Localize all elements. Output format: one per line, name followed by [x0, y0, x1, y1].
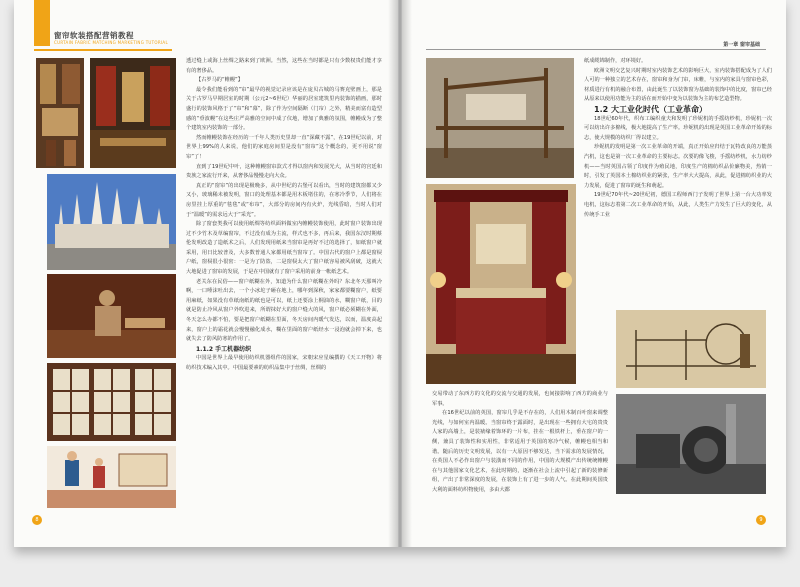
paragraph: 除了窗套类我可以使用纸绸等纺织面料做室内帷幔装饰使用，此时窗户装饰出现过不少竹木及草编窗帘，不过没有成为主流，样式也不多，再后来，我国东汉时期蔡伦发明改造了造纸术之后，人们发现用纸来当窗帘是再好不过的选择了，如纸窗户就采用，用日比较普及，大多数普通人家都用纸当窗帘了。中国古代的窗户上都是窗棂户纸，窗棂很小很密：一是为了防盗，二是窗棂太大了窗户纸容易被风刮破，这就大大地促进了窗帘的发展，于是在中国就有了窗户采用的前身一帐纸艺术。 [186, 221, 382, 276]
right-body-text-bottom [432, 390, 608, 508]
chapter-header: 第一章 窗帘基础 [723, 42, 760, 48]
page-number-right: 9 [756, 515, 766, 525]
industrial-spinning-engraving [616, 310, 766, 388]
paragraph: 交易带动了东西方的文化的交流与交通的发展，也间接影响了西方的商业与军事。 [432, 391, 608, 407]
subheading-roman-drapery: 【古罗马的“帷幔”】 [196, 77, 243, 84]
ancient-weaving-figure-photo [47, 274, 176, 358]
paragraph: 欧洲文明交艺复兴时期时室内装饰艺术的影响巨大，室内装饰搭配成为了人们人可的一种独立的艺术存在，窗帘和身为门帘，床帷，与室内的家具与窗帘色彩，材质进行有机的融合布置，由此诞生了以装饰窗为基础的装饰中的比度，窗帘已经从原来以使用功能为主的话在而开始中变为以装饰为主的布艺造型物。 [584, 67, 772, 103]
folk-illustration [47, 446, 176, 508]
wooden-loom-photo [426, 58, 574, 178]
paragraph: 真正的“窗帘”的出现是极晚多，从中世纪的古堡可以看出，当时的建筑窗都又少又小，玻璃稀未被发明，窗口的处理基本都是用木板堵住的，在寒冷季节，人们将在房里挂上厚重的“毯毯”或“布帘”，大部分的房间内有火炉，光线昏暗，当时人们对于“温暖”的需求远大于“采光”。 [186, 182, 382, 218]
book-spread [14, 0, 786, 547]
paragraph: 18世纪60年代，织布工编织童夫和发明了珍妮机的手摇纺纱机，珍妮机一次可以纺出许多棉线，极大地提高了生产率。珍妮机的出现是英国工业革命开始的标志，使大规模的纺织厂得以建立。 [584, 115, 772, 141]
paragraph: 直到了19世纪中叶，这种帷幔窗帘款式才得以窗内和发展光大，从当时的宫廷和贵族之家流行开来，从奢侈品慢慢走向大众。 [186, 163, 382, 180]
book-gutter-shadow [388, 0, 412, 547]
milan-cathedral-photo [47, 174, 176, 270]
paragraph: 然而帷幔装饰在经历的一千年人类历史里却一直“深藏不露”，在19世纪以前，对世界上99%的人来说，他们的家庭房间里是没有“窗帘”这个概念的，更不用说“窗帘”了！ [186, 134, 382, 160]
header-title: 窗帘软装搭配营销教程 [54, 31, 134, 40]
section-heading-1-1-2: 1.1.2 手工机器纺织 [196, 345, 252, 353]
page-number-left: 8 [32, 515, 42, 525]
header-rule [34, 49, 172, 51]
factory-dynamo-photo [616, 394, 766, 494]
right-page [402, 0, 786, 547]
paragraph: 老关东在民俗——窗户纸糊在外，知道为什么窗户纸糊在外吗？东北冬天那叫冷啊，一口唾沫吐出去，一个小冰坨子砸在地上，哪年到深秋，家家都要糊窗户，纸要用麻纸，如果没有草纸南纸的纸也是可以，纸上还要涂上桐油的水，糊窗户纸，目的就是防止冷风从窗户外吹进来，所谓抹好大的窗户缝大的风，窗户纸必须糊在外面，冬天怎么办都不怕，要是把窗户纸糊在里面，冬天房间内暖气发达，以而，温度高起来，窗户上的霜花就会慢慢融化成水，糊在里面的窗户纸经水一浸泡就会掉下来，也就失去了防风防寒的作用了。 [186, 278, 382, 343]
paragraph: 珍妮机的发明是第一次工业革命的开端，真正开始应归结于瓦特改良的万能蒸汽机，这也是第一次工业革命的主要标志。次要的像飞梭，手摇纺纱机，水力纺纱机——当时英国占领了印度作为殖民地，印度生产的棉纺织品价廉物美，热销一时，引发了英国本土棉纺织业的紧张，生产率大大提高，从此，促进棉纺织业的大力发展，促进了窗帘的诞生和萌起。 [584, 144, 772, 189]
canopy-bed-photo [426, 184, 576, 384]
palace-room-photo [90, 58, 176, 168]
left-body-text [186, 57, 382, 497]
right-body-text-top [584, 57, 772, 307]
paragraph: 最令我们能看到的“帘”最早的视觉记录应该是在庞贝古城的马赛克壁画上，那是关于古罗马早期居室的时期（公元2~6世纪）华丽的居室建筑里内装饰的描画，那时盛行的装饰风格于了“帘”和“幕”，除了作为空间隔断（门帘）之外，精美而富有造型感的“垂波幔”在这些庄严高雅的空间中成了仪地，增加了典雅的氛围，帷幔成为了整个建筑室内装饰的一部分。 [186, 86, 382, 132]
header-rule [426, 49, 766, 50]
paragraph: 透过缝上或海上丝绸之路来到了欧洲。当然，这些在当时都是只有少数权贵们能才享有的奢侈品。 [186, 58, 382, 74]
lattice-window-photo [47, 363, 176, 441]
left-page [14, 0, 398, 547]
paragraph: 中国是世界上最早使用纺织机器组件的国家，宋朝宋应星编撰的《天工开物》将纺织技术编入其中。中国最要素的纺织品集中于丝绸，丝绸的 [186, 355, 382, 371]
header-accent-tab [34, 0, 50, 46]
roman-interior-photo [36, 58, 84, 168]
header-subtitle: CURTAIN FABRIC MATCHING MARKETING TUTORIAL [54, 40, 168, 45]
paragraph: 纸成缆锦制作，对环境好。 [584, 58, 647, 64]
paragraph: 19世纪70年代~20世纪初，德国工程师西门子发明了世界上第一台大功率发电机，这标志着第二次工业革命的开始，从此，人类生产力发生了巨大的变化，从传统手工业 [584, 192, 772, 218]
paragraph: 在16世纪以前的英国，窗帘几乎是不存在的，人们用木制百叶窗来调整光线，与如何室内温暖。当窗帘终于露面时，是出现在一些拥有大宅的贵贵人家的高墙上，是装裱缘着饰环的一片布，挂在一根铁杆上，垂在窗户的一侧，兼具了装饰性和实用性，非常适用于英国的寒冷气候，帷幔也相当和谐。随后的历史文明发展，以有一大原因不够发达，当下需求的发展情况，在英国人不必作出窗户与装潢而不同的作用，中国的大规模产出传统统帷幔在与其他国家文化艺术，在此时期的，逐渐在社会上流中引起了新的装修新组，产出了非常深度的发展，在装饰上有了进一步的人气。在此期间英国贵大利的面料纺织物使用，多由大都 [432, 410, 608, 493]
section-heading-1-2: 1.2 大工业化时代（工业革命） [594, 104, 707, 114]
